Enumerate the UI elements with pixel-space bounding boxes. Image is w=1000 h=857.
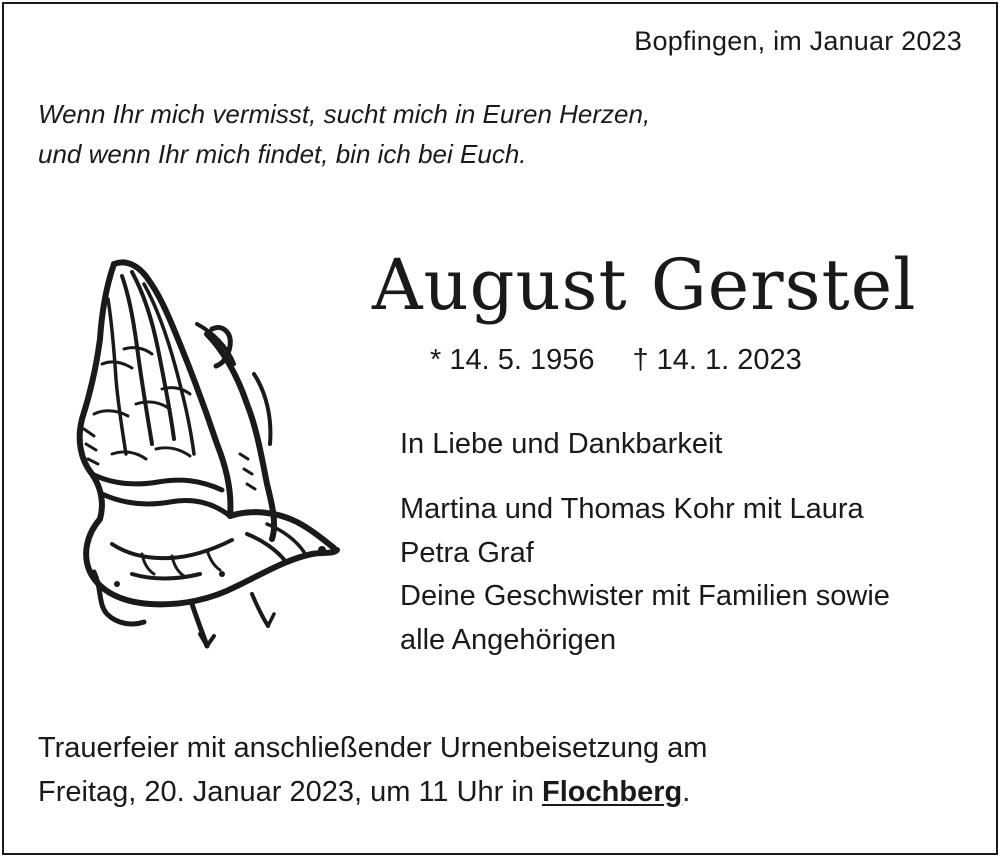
ceremony-date-time: Freitag, 20. Januar 2023, um 11 Uhr in — [38, 776, 543, 808]
obituary-card — [2, 2, 998, 855]
ceremony-info — [38, 726, 978, 814]
mourner-line: Deine Geschwister mit Familien sowie — [400, 580, 890, 612]
birth-date: * 14. 5. 1956 — [430, 344, 595, 376]
dedication: In Liebe und Dankbarkeit — [400, 428, 723, 460]
praying-hands-icon — [72, 254, 342, 659]
mourner-line: Petra Graf — [400, 536, 534, 569]
ceremony-line-1: Trauerfeier mit anschließender Urnenbeisetzung am — [38, 732, 708, 764]
motto-line-2: und wenn Ihr mich findet, bin ich bei Euch. — [38, 139, 527, 169]
deceased-name: August Gerstel — [372, 244, 917, 326]
place-date: Bopfingen, im Januar 2023 — [634, 26, 962, 56]
motto — [38, 94, 758, 174]
mourner-line: alle Angehörigen — [400, 623, 617, 656]
life-dates — [430, 344, 802, 377]
mourners-list — [400, 488, 980, 662]
mourner-line: Martina und Thomas Kohr mit Laura — [400, 493, 864, 525]
death-date: † 14. 1. 2023 — [632, 344, 802, 376]
ceremony-location: Flochberg — [542, 776, 683, 808]
ceremony-line-end: . — [682, 776, 691, 808]
ceremony-line-2 — [38, 770, 978, 814]
motto-line-1: Wenn Ihr mich vermisst, sucht mich in Euren Herzen, — [38, 99, 651, 129]
